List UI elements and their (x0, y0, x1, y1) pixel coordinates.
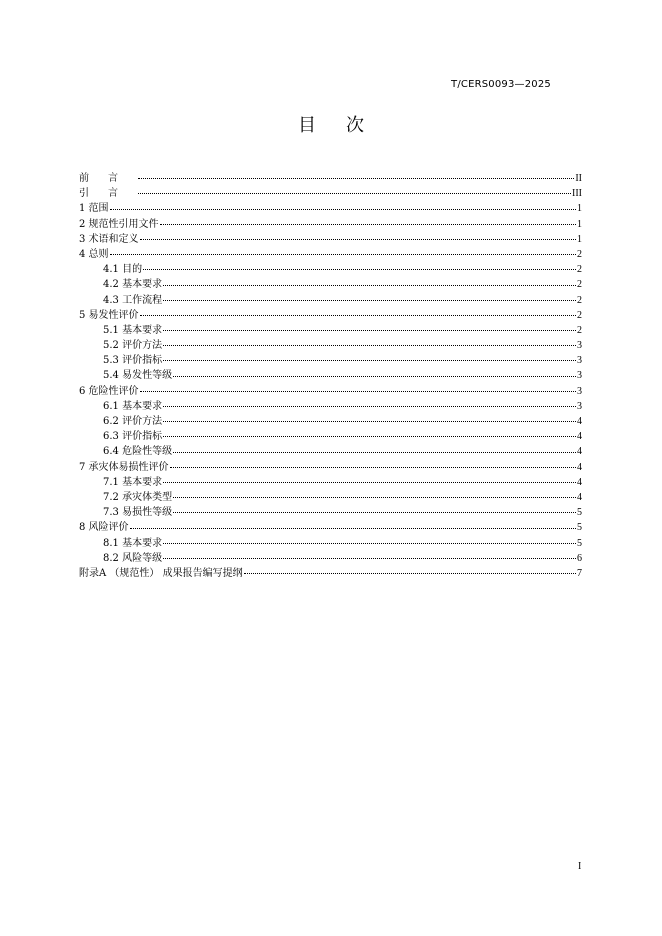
table-of-contents (79, 171, 582, 581)
toc-entry[interactable] (79, 338, 582, 353)
toc-entry-label: 5.1 基本要求 (103, 324, 163, 336)
toc-entry-label: 5.2 评价方法 (103, 340, 163, 352)
toc-entry-label: 7.2 承灾体类型 (103, 491, 173, 503)
toc-entry-label: 4.3 工作流程 (103, 294, 163, 306)
toc-entry-label: 5.4 易发性等级 (103, 370, 173, 382)
toc-entry-page: III (572, 188, 582, 200)
toc-entry-label: 4 总则 (79, 248, 109, 260)
toc-leader-dots (140, 390, 576, 392)
toc-entry-label: 2 规范性引用文件 (79, 218, 159, 230)
toc-leader-dots (163, 542, 576, 544)
toc-entry-page: 3 (577, 340, 582, 352)
toc-entry-page: 4 (577, 476, 582, 488)
toc-leader-dots (163, 405, 576, 407)
toc-entry-label: 7.3 易损性等级 (103, 507, 173, 519)
toc-entry[interactable] (79, 414, 582, 429)
toc-entry[interactable] (79, 399, 582, 414)
toc-leader-dots (138, 192, 571, 194)
toc-leader-dots (173, 496, 576, 498)
toc-entry[interactable] (79, 323, 582, 338)
toc-entry-label: 5.3 评价指标 (103, 355, 163, 367)
toc-leader-dots (110, 208, 576, 210)
toc-entry-label: 7 承灾体易损性评价 (79, 461, 169, 473)
toc-entry-label: 8 风险评价 (79, 522, 129, 534)
toc-entry-label: 8.2 风险等级 (103, 552, 163, 564)
toc-entry[interactable] (79, 262, 582, 277)
toc-entry-page: 2 (577, 279, 582, 291)
toc-entry[interactable] (79, 520, 582, 535)
toc-leader-dots (160, 223, 576, 225)
toc-entry-page: 5 (577, 537, 582, 549)
toc-entry-label: 8.1 基本要求 (103, 537, 163, 549)
toc-entry[interactable] (79, 171, 582, 186)
toc-entry-page: 2 (577, 309, 582, 321)
toc-leader-dots (163, 299, 576, 301)
toc-entry-label: 6 危险性评价 (79, 385, 139, 397)
toc-entry-label: 前言 (79, 173, 137, 184)
toc-entry-page: 3 (577, 370, 582, 382)
toc-entry[interactable] (79, 384, 582, 399)
toc-entry-label: 1 范围 (79, 203, 109, 215)
toc-entry-label: 7.1 基本要求 (103, 476, 163, 488)
toc-entry-page: 4 (577, 446, 582, 458)
toc-leader-dots (163, 435, 576, 437)
toc-leader-dots (130, 527, 576, 529)
toc-entry-page: 4 (577, 416, 582, 427)
toc-entry-page: 2 (577, 264, 582, 276)
page-title: 目次 (298, 115, 394, 136)
toc-entry-label: 5 易发性评价 (79, 309, 139, 321)
toc-leader-dots (163, 420, 576, 422)
toc-entry[interactable] (79, 460, 582, 475)
toc-entry-page: 2 (577, 294, 582, 306)
toc-entry-label: 引言 (79, 188, 137, 200)
toc-leader-dots (173, 451, 576, 453)
document-code: T/CERS0093—2025 (451, 79, 551, 90)
toc-entry[interactable] (79, 277, 582, 292)
toc-entry[interactable] (79, 566, 582, 581)
toc-entry[interactable] (79, 490, 582, 505)
toc-entry[interactable] (79, 186, 582, 201)
toc-entry-label: 4.2 基本要求 (103, 279, 163, 291)
toc-entry-page: II (575, 173, 582, 184)
toc-entry-page: 1 (577, 233, 582, 245)
toc-entry[interactable] (79, 201, 582, 216)
toc-entry[interactable] (79, 444, 582, 459)
toc-entry-label: 3 术语和定义 (79, 233, 139, 245)
toc-leader-dots (163, 557, 576, 559)
toc-entry-page: 3 (577, 385, 582, 397)
toc-leader-dots (110, 253, 576, 255)
toc-leader-dots (143, 268, 576, 270)
toc-leader-dots (163, 284, 576, 286)
toc-leader-dots (163, 329, 576, 331)
toc-leader-dots (173, 511, 576, 513)
toc-entry[interactable] (79, 475, 582, 490)
toc-entry[interactable] (79, 293, 582, 308)
page-number: I (578, 861, 582, 872)
toc-entry[interactable] (79, 232, 582, 247)
toc-leader-dots (140, 314, 576, 316)
toc-entry-page: 2 (577, 248, 582, 260)
toc-leader-dots (163, 481, 576, 483)
toc-entry-label: 6.2 评价方法 (103, 416, 163, 427)
toc-leader-dots (173, 375, 576, 377)
toc-entry[interactable] (79, 217, 582, 232)
toc-entry-page: 6 (577, 552, 582, 564)
toc-entry-page: 7 (577, 567, 582, 579)
toc-entry-page: 1 (577, 203, 582, 215)
toc-entry-page: 5 (577, 522, 582, 534)
toc-leader-dots (138, 177, 574, 179)
toc-entry-page: 4 (577, 431, 582, 443)
toc-entry-label: 4.1 目的 (103, 264, 143, 276)
toc-entry[interactable] (79, 247, 582, 262)
toc-entry-page: 4 (577, 491, 582, 503)
toc-leader-dots (170, 466, 576, 468)
toc-entry-page: 4 (577, 461, 582, 473)
toc-leader-dots (163, 344, 576, 346)
toc-entry-label: 6.3 评价指标 (103, 431, 163, 443)
toc-leader-dots (140, 238, 576, 240)
toc-entry-page: 5 (577, 507, 582, 519)
toc-entry[interactable] (79, 551, 582, 566)
toc-entry-page: 2 (577, 324, 582, 336)
toc-entry-page: 3 (577, 355, 582, 367)
toc-leader-dots (244, 572, 576, 574)
toc-entry-label: 6.1 基本要求 (103, 400, 163, 412)
toc-entry-page: 3 (577, 400, 582, 412)
toc-entry[interactable] (79, 505, 582, 520)
toc-entry-label: 6.4 危险性等级 (103, 446, 173, 458)
toc-entry[interactable] (79, 308, 582, 323)
toc-entry-page: 1 (577, 218, 582, 230)
toc-entry[interactable] (79, 368, 582, 383)
toc-entry[interactable] (79, 429, 582, 444)
toc-entry-label: 附录A （规范性） 成果报告编写提纲 (79, 567, 243, 579)
toc-entry[interactable] (79, 536, 582, 551)
toc-leader-dots (163, 359, 576, 361)
toc-entry[interactable] (79, 353, 582, 368)
